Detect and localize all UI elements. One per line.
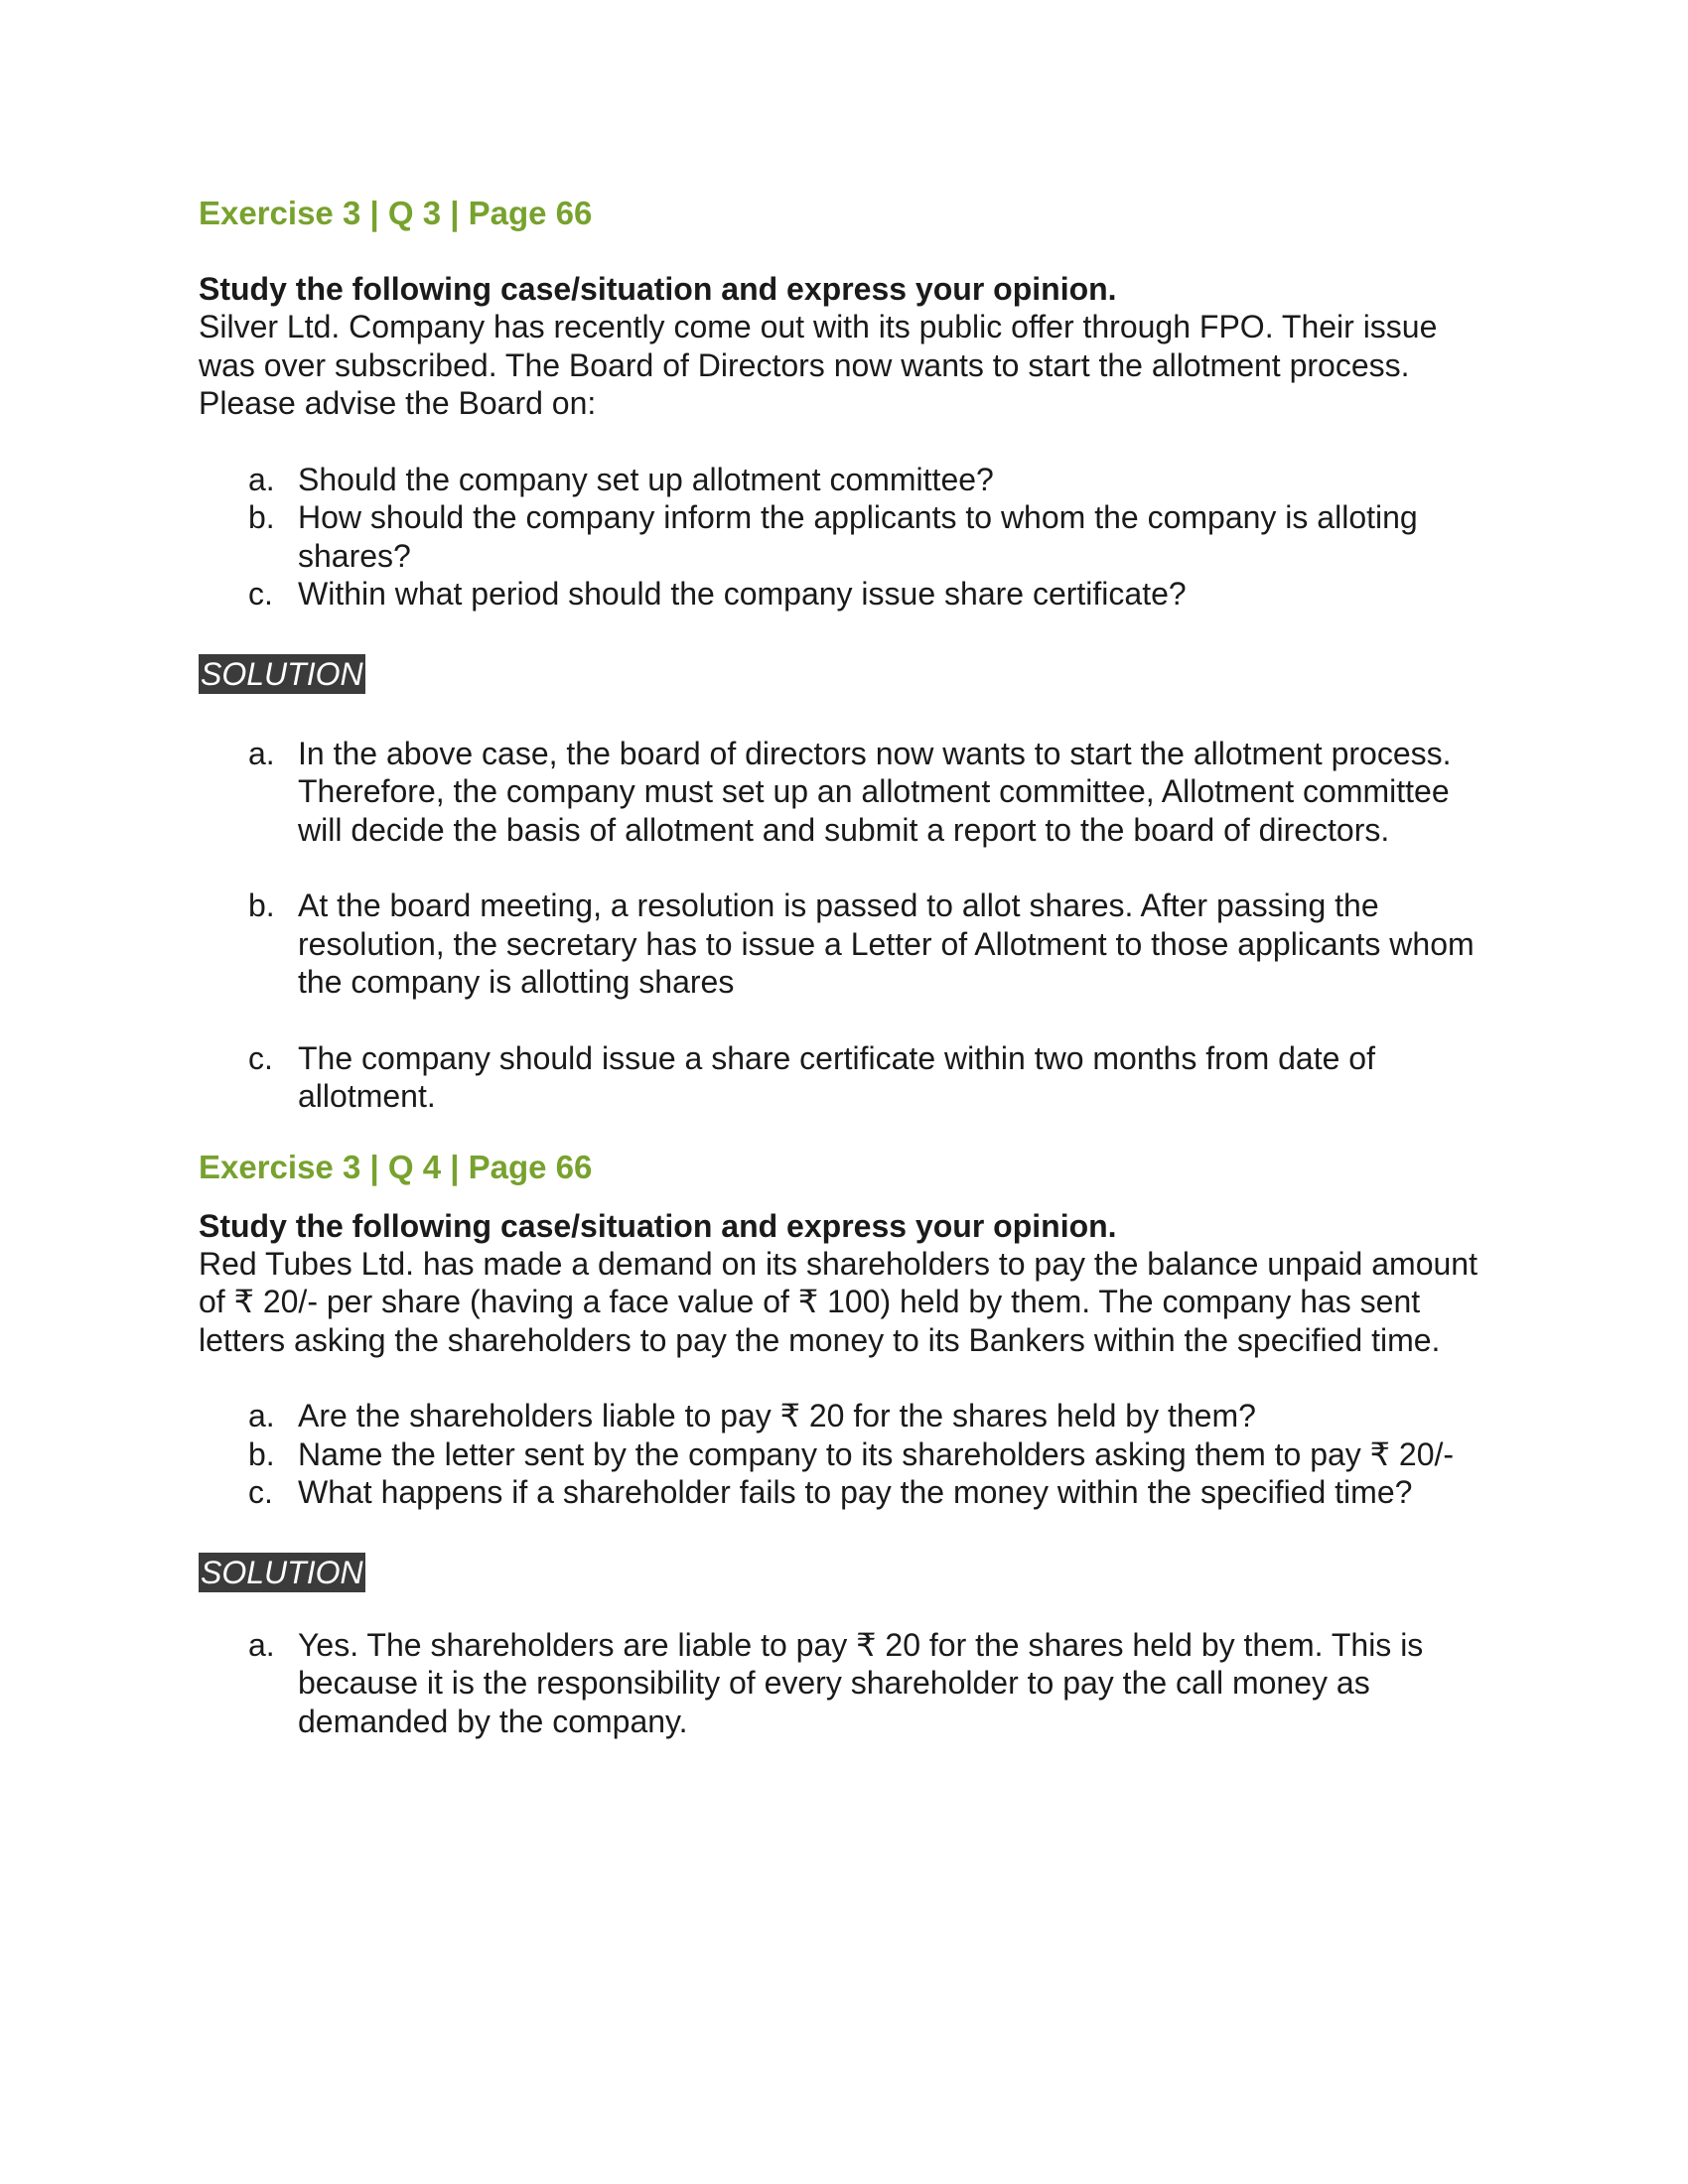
exercise-3-q4	[199, 1148, 1499, 1741]
question-list	[199, 461, 1499, 614]
exercise-heading: Exercise 3 | Q 3 | Page 66	[199, 195, 593, 231]
solution-badge: SOLUTION	[201, 655, 363, 692]
question-prompt: Study the following case/situation and express your opinion.	[199, 271, 1117, 307]
list-item	[199, 735, 1499, 850]
list-item	[199, 461, 1499, 499]
question-prompt: Study the following case/situation and express your opinion.	[199, 1207, 1117, 1244]
answer-text: In the above case, the board of directors now wants to start the allotment process. Therefore, the company must set up an allotment committee, Allotment committee will decide the basis of allotment and submit a report to the board of directors.	[298, 735, 1452, 848]
list-marker: a.	[248, 735, 275, 771]
case-paragraph: Silver Ltd. Company has recently come out with its public offer through FPO. Their issue was over subscribed. The Board of Directors now wants to start the allotment process. Please advise the Board on:	[199, 309, 1438, 421]
question-text: Name the letter sent by the company to its shareholders asking them to pay ₹ 20/-	[298, 1435, 1455, 1472]
solution-badge: SOLUTION	[201, 1554, 363, 1590]
list-marker: a.	[248, 461, 275, 497]
list-item	[199, 1039, 1499, 1116]
list-marker: c.	[248, 1039, 273, 1076]
question-text: Should the company set up allotment committee?	[298, 461, 994, 497]
list-marker: b.	[248, 1435, 275, 1472]
list-item	[199, 887, 1499, 1002]
list-item	[199, 1626, 1499, 1741]
list-item	[199, 575, 1499, 614]
document-page	[199, 194, 1499, 1740]
answer-text: Yes. The shareholders are liable to pay ₹ 20 for the shares held by them. This is because it is the responsibility of every shareholder to pay the call money as demanded by the company.	[298, 1626, 1424, 1739]
question-list	[199, 1397, 1499, 1512]
exercise-heading: Exercise 3 | Q 4 | Page 66	[199, 1148, 593, 1185]
question-text: What happens if a shareholder fails to pay the money within the specified time?	[298, 1474, 1413, 1510]
list-item	[199, 1473, 1499, 1512]
answer-list	[199, 735, 1499, 1116]
answer-list	[199, 1626, 1499, 1741]
list-marker: c.	[248, 1474, 273, 1510]
exercise-3-q3	[199, 194, 1499, 1116]
list-marker: a.	[248, 1398, 275, 1433]
list-item	[199, 1435, 1499, 1474]
case-paragraph: Red Tubes Ltd. has made a demand on its shareholders to pay the balance unpaid amount of ₹ 20/- per share (having a face value of ₹ 100) held by them. The company has sent letters asking the shareholders to pay the money to its Bankers within the specified time.	[199, 1245, 1477, 1358]
list-item	[199, 498, 1499, 575]
list-marker: b.	[248, 499, 275, 535]
question-text: Are the shareholders liable to pay ₹ 20 for the shares held by them?	[298, 1398, 1256, 1433]
list-item	[199, 1397, 1499, 1435]
answer-text: At the board meeting, a resolution is passed to allot shares. After passing the resolution, the secretary has to issue a Letter of Allotment to those applicants whom the company is allotting shares	[298, 887, 1475, 1000]
answer-text: The company should issue a share certificate within two months from date of allotment.	[298, 1039, 1375, 1114]
list-marker: b.	[248, 887, 275, 923]
question-text: How should the company inform the applicants to whom the company is alloting shares?	[298, 499, 1418, 574]
list-marker: c.	[248, 576, 273, 612]
list-marker: a.	[248, 1626, 275, 1663]
question-text: Within what period should the company issue share certificate?	[298, 576, 1187, 612]
